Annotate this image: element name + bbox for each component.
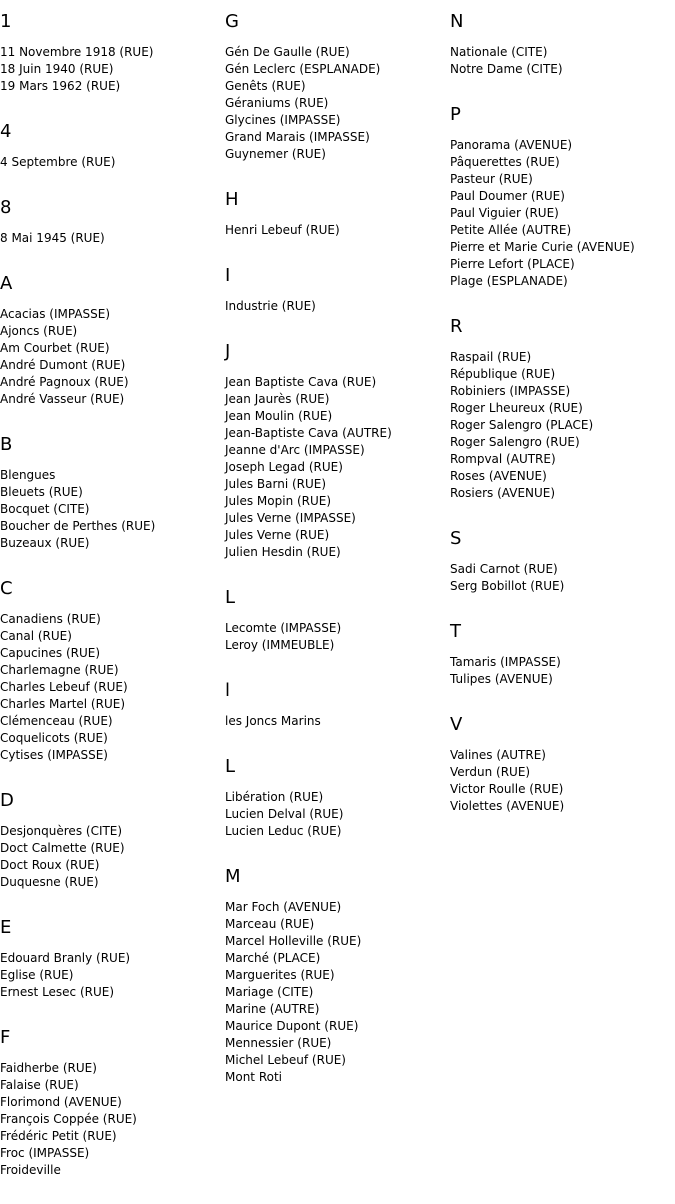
section-heading: l: [225, 680, 231, 701]
section-heading: 1: [0, 11, 12, 32]
street-list-item: Henri Lebeuf (RUE): [225, 223, 340, 237]
street-list-item: Canal (RUE): [0, 629, 72, 643]
street-list-item: Leroy (IMMEUBLE): [225, 638, 335, 652]
street-list-item: André Pagnoux (RUE): [0, 375, 129, 389]
street-list: [450, 44, 675, 78]
letter-section: [0, 120, 225, 171]
street-list: [0, 611, 225, 764]
section-heading: M: [225, 866, 241, 887]
street-list: [450, 747, 675, 815]
street-list-item: Cytises (IMPASSE): [0, 748, 108, 762]
street-list-item: Verdun (RUE): [450, 765, 531, 779]
street-list: [225, 44, 450, 163]
section-heading: I: [225, 265, 231, 286]
street-list-item: 11 Novembre 1918 (RUE): [0, 45, 154, 59]
letter-section: [225, 264, 450, 315]
street-list-item: les Joncs Marins: [225, 714, 321, 728]
street-list-item: Valines (AUTRE): [450, 748, 546, 762]
letter-section: [450, 620, 675, 688]
letter-section: [225, 755, 450, 840]
street-list-item: Falaise (RUE): [0, 1078, 79, 1092]
street-list-item: Edouard Branly (RUE): [0, 951, 131, 965]
street-list-item: Lucien Delval (RUE): [225, 807, 344, 821]
street-list-item: Charlemagne (RUE): [0, 663, 119, 677]
street-list-item: Jules Verne (IMPASSE): [225, 511, 356, 525]
street-list-item: Violettes (AVENUE): [450, 799, 565, 813]
street-list-item: Rosiers (AVENUE): [450, 486, 556, 500]
letter-section: [225, 188, 450, 239]
street-list-item: Gén De Gaulle (RUE): [225, 45, 350, 59]
street-list: [225, 899, 450, 1086]
street-list-item: Paul Doumer (RUE): [450, 189, 565, 203]
street-list-item: Julien Hesdin (RUE): [225, 545, 341, 559]
street-list-item: Tulipes (AVENUE): [450, 672, 553, 686]
street-list-item: Froc (IMPASSE): [0, 1146, 90, 1160]
street-list-item: Canadiens (RUE): [0, 612, 101, 626]
letter-section: [450, 315, 675, 502]
street-list-item: Jules Verne (RUE): [225, 528, 330, 542]
street-list-item: Marceau (RUE): [225, 917, 315, 931]
letter-section: [450, 103, 675, 290]
letter-section: [225, 865, 450, 1086]
section-heading: T: [450, 621, 461, 642]
section-heading: B: [0, 434, 13, 455]
street-list-item: Froideville: [0, 1163, 61, 1177]
street-list-item: Jules Barni (RUE): [225, 477, 327, 491]
letter-section: [0, 789, 225, 891]
street-list-item: Tamaris (IMPASSE): [450, 655, 561, 669]
street-list-item: Robiniers (IMPASSE): [450, 384, 571, 398]
street-list-item: Marcel Holleville (RUE): [225, 934, 362, 948]
section-heading: E: [0, 917, 12, 938]
street-list-item: Nationale (CITE): [450, 45, 548, 59]
street-list: [225, 789, 450, 840]
street-list-item: Jean Moulin (RUE): [225, 409, 333, 423]
street-list: [450, 137, 675, 290]
street-list-item: Buzeaux (RUE): [0, 536, 90, 550]
street-list-item: Roses (AVENUE): [450, 469, 547, 483]
section-heading: H: [225, 189, 239, 210]
street-list-item: Pierre et Marie Curie (AVENUE): [450, 240, 635, 254]
street-list-item: Jean-Baptiste Cava (AUTRE): [225, 426, 392, 440]
street-list-item: Pâquerettes (RUE): [450, 155, 560, 169]
section-heading: G: [225, 11, 239, 32]
street-list-item: Mar Foch (AVENUE): [225, 900, 342, 914]
section-heading: N: [450, 11, 464, 32]
street-list-item: Roger Salengro (RUE): [450, 435, 580, 449]
street-list: [0, 154, 225, 171]
street-list: [0, 467, 225, 552]
section-heading: P: [450, 104, 461, 125]
street-list: [0, 44, 225, 95]
street-list-item: Petite Allée (AUTRE): [450, 223, 572, 237]
section-heading: L: [225, 587, 236, 608]
street-list-item: Roger Salengro (PLACE): [450, 418, 594, 432]
street-list-item: 4 Septembre (RUE): [0, 155, 116, 169]
street-list-item: Libération (RUE): [225, 790, 324, 804]
street-list-item: Acacias (IMPASSE): [0, 307, 111, 321]
street-list-item: Jeanne d'Arc (IMPASSE): [225, 443, 365, 457]
street-list-item: 8 Mai 1945 (RUE): [0, 231, 105, 245]
street-list-item: François Coppée (RUE): [0, 1112, 137, 1126]
section-heading: S: [450, 528, 462, 549]
street-list-item: Bleuets (RUE): [0, 485, 83, 499]
street-list-item: Coquelicots (RUE): [0, 731, 108, 745]
letter-section: [0, 196, 225, 247]
street-list-item: Mennessier (RUE): [225, 1036, 332, 1050]
street-list-item: Serg Bobillot (RUE): [450, 579, 565, 593]
street-list: [0, 1060, 225, 1179]
street-list: [225, 620, 450, 654]
street-list-item: Doct Roux (RUE): [0, 858, 100, 872]
street-list: [450, 561, 675, 595]
letter-section: [225, 10, 450, 163]
street-list-item: Raspail (RUE): [450, 350, 532, 364]
street-list: [225, 374, 450, 561]
street-list-item: Clémenceau (RUE): [0, 714, 113, 728]
street-list-item: Maurice Dupont (RUE): [225, 1019, 359, 1033]
section-heading: D: [0, 790, 14, 811]
street-list-item: Eglise (RUE): [0, 968, 74, 982]
street-list-item: Jules Mopin (RUE): [225, 494, 332, 508]
street-list-item: Sadi Carnot (RUE): [450, 562, 558, 576]
street-list: [225, 222, 450, 239]
street-index-column-1: [0, 10, 225, 1204]
street-list-item: Frédéric Petit (RUE): [0, 1129, 117, 1143]
street-list-item: Am Courbet (RUE): [0, 341, 110, 355]
street-index-column-2: [225, 10, 450, 1111]
street-list-item: Ernest Lesec (RUE): [0, 985, 115, 999]
street-list-item: 18 Juin 1940 (RUE): [0, 62, 114, 76]
street-list-item: Charles Lebeuf (RUE): [0, 680, 128, 694]
letter-section: [0, 577, 225, 764]
street-list-item: Géraniums (RUE): [225, 96, 329, 110]
street-list: [0, 306, 225, 408]
section-heading: 8: [0, 197, 12, 218]
letter-section: [0, 272, 225, 408]
street-list-item: Jean Jaurès (RUE): [225, 392, 330, 406]
street-list-item: 19 Mars 1962 (RUE): [0, 79, 121, 93]
street-list-item: Marine (AUTRE): [225, 1002, 320, 1016]
street-list-item: République (RUE): [450, 367, 556, 381]
street-list-item: Lecomte (IMPASSE): [225, 621, 342, 635]
section-heading: A: [0, 273, 13, 294]
letter-section: [0, 916, 225, 1001]
letter-section: [225, 679, 450, 730]
street-list: [225, 298, 450, 315]
section-heading: J: [225, 341, 231, 362]
letter-section: [0, 1026, 225, 1179]
letter-section: [0, 10, 225, 95]
street-list-item: Michel Lebeuf (RUE): [225, 1053, 346, 1067]
section-heading: C: [0, 578, 13, 599]
section-heading: V: [450, 714, 463, 735]
street-list-item: Marché (PLACE): [225, 951, 321, 965]
street-list-item: Industrie (RUE): [225, 299, 316, 313]
section-heading: 4: [0, 121, 12, 142]
street-list-item: Gén Leclerc (ESPLANADE): [225, 62, 381, 76]
street-list: [450, 654, 675, 688]
letter-section: [0, 433, 225, 552]
letter-section: [450, 10, 675, 78]
section-heading: R: [450, 316, 463, 337]
street-list-item: Panorama (AVENUE): [450, 138, 573, 152]
street-list-item: Duquesne (RUE): [0, 875, 99, 889]
street-list-item: Grand Marais (IMPASSE): [225, 130, 370, 144]
letter-section: [225, 340, 450, 561]
section-heading: L: [225, 756, 236, 777]
street-list-item: Bocquet (CITE): [0, 502, 90, 516]
street-index-column-3: [450, 10, 675, 840]
street-list: [0, 230, 225, 247]
street-list-item: Jean Baptiste Cava (RUE): [225, 375, 377, 389]
letter-section: [225, 586, 450, 654]
street-list-item: Mariage (CITE): [225, 985, 314, 999]
street-list-item: Paul Viguier (RUE): [450, 206, 559, 220]
street-list-item: Florimond (AVENUE): [0, 1095, 122, 1109]
street-list-item: Rompval (AUTRE): [450, 452, 556, 466]
street-list-item: Genêts (RUE): [225, 79, 306, 93]
street-list-item: Roger Lheureux (RUE): [450, 401, 583, 415]
street-list-item: Joseph Legad (RUE): [225, 460, 343, 474]
street-list-item: Guynemer (RUE): [225, 147, 326, 161]
street-list: [225, 713, 450, 730]
street-list-item: Charles Martel (RUE): [0, 697, 125, 711]
street-list-item: Plage (ESPLANADE): [450, 274, 568, 288]
street-list: [0, 950, 225, 1001]
street-list-item: Glycines (IMPASSE): [225, 113, 341, 127]
street-list-item: Pasteur (RUE): [450, 172, 533, 186]
street-list-item: Faidherbe (RUE): [0, 1061, 97, 1075]
street-list-item: Pierre Lefort (PLACE): [450, 257, 575, 271]
street-list-item: Notre Dame (CITE): [450, 62, 563, 76]
letter-section: [450, 713, 675, 815]
street-list-item: Mont Roti: [225, 1070, 282, 1084]
street-list-item: André Vasseur (RUE): [0, 392, 125, 406]
street-list-item: Marguerites (RUE): [225, 968, 335, 982]
street-list: [0, 823, 225, 891]
street-list-item: Lucien Leduc (RUE): [225, 824, 342, 838]
section-heading: F: [0, 1027, 11, 1048]
street-list-item: Blengues: [0, 468, 56, 482]
street-list-item: Desjonquères (CITE): [0, 824, 123, 838]
street-list-item: Capucines (RUE): [0, 646, 101, 660]
street-list: [450, 349, 675, 502]
letter-section: [450, 527, 675, 595]
street-list-item: Doct Calmette (RUE): [0, 841, 125, 855]
street-list-item: Boucher de Perthes (RUE): [0, 519, 156, 533]
street-list-item: Victor Roulle (RUE): [450, 782, 564, 796]
street-list-item: Ajoncs (RUE): [0, 324, 78, 338]
street-list-item: André Dumont (RUE): [0, 358, 126, 372]
